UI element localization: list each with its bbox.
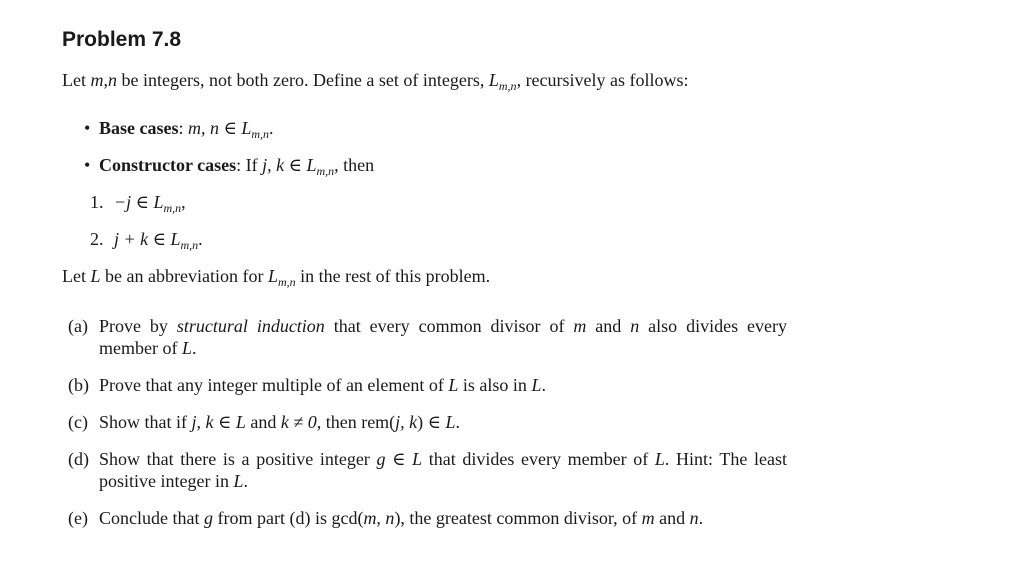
intro-text: be integers, not both zero. Define a set of integers, xyxy=(117,70,489,90)
part-a xyxy=(62,315,787,359)
set-L: L xyxy=(90,266,101,286)
part-text: from part (d) is gcd( xyxy=(212,508,364,528)
set-subscript: m,n xyxy=(163,201,182,215)
rule-expr: −j ∈ L xyxy=(114,192,164,212)
set-L: L xyxy=(181,338,192,358)
part-text: Prove by xyxy=(99,316,177,336)
abbreviation-note xyxy=(62,265,787,287)
set-subscript: m,n xyxy=(180,238,199,252)
part-label: (c) xyxy=(68,412,88,432)
set-subscript: m,n xyxy=(251,127,270,141)
var-m: m xyxy=(573,316,587,336)
set-L: L xyxy=(267,266,278,286)
rule-end: , xyxy=(181,192,186,212)
definition-cases xyxy=(62,117,787,176)
part-text: Prove that any integer multiple of an element of xyxy=(99,375,449,395)
problem-intro xyxy=(62,69,787,91)
part-text: ) ∈ xyxy=(417,412,446,432)
intro-comma: , xyxy=(103,70,108,90)
set-L: L xyxy=(654,449,665,469)
part-text: that divides every member of xyxy=(422,449,655,469)
var-g: g xyxy=(203,508,213,528)
part-e xyxy=(62,507,787,529)
var-m: m xyxy=(641,508,655,528)
part-label: (d) xyxy=(68,449,89,469)
set-L: L xyxy=(233,471,244,491)
math-expr: j, k ∈ L xyxy=(191,412,246,432)
part-text: Show that if xyxy=(99,412,192,432)
note-text: be an abbreviation for xyxy=(100,266,268,286)
part-text: . xyxy=(191,338,197,358)
var-n: n xyxy=(108,70,117,90)
part-d xyxy=(62,448,787,492)
part-text: , then rem( xyxy=(316,412,396,432)
var-m: m xyxy=(90,70,104,90)
problem-document xyxy=(62,26,787,544)
constructor-case-label: Constructor cases xyxy=(99,155,237,175)
part-c xyxy=(62,411,787,433)
part-text: . Hint: The least positive integer in xyxy=(99,449,787,491)
set-L: L xyxy=(488,70,499,90)
part-text: . xyxy=(243,471,248,491)
var-n: n xyxy=(689,508,699,528)
base-case-colon: : xyxy=(178,118,189,138)
rule-end: . xyxy=(198,229,203,249)
base-case-expr: m, n ∈ L xyxy=(188,118,252,138)
emphasis: structural induction xyxy=(176,316,325,336)
intro-text: , recursively as follows: xyxy=(516,70,689,90)
constructor-case-item xyxy=(84,154,787,176)
part-text: and xyxy=(654,508,690,528)
set-subscript: m,n xyxy=(277,275,296,289)
set-subscript: m,n xyxy=(316,164,335,178)
problem-parts xyxy=(62,315,787,529)
var-n: n xyxy=(630,316,640,336)
part-b xyxy=(62,374,787,396)
base-case-item xyxy=(84,117,787,139)
rule-expr: j + k ∈ L xyxy=(114,229,181,249)
constructor-case-expr: j, k ∈ L xyxy=(262,155,317,175)
set-L: L xyxy=(531,375,542,395)
constructor-rule xyxy=(90,191,787,213)
part-text: Conclude that xyxy=(99,508,204,528)
math-expr: g ∈ L xyxy=(376,449,423,469)
base-case-label: Base cases xyxy=(99,118,179,138)
intro-text: Let xyxy=(62,70,91,90)
set-subscript: m,n xyxy=(498,79,517,93)
note-text: in the rest of this problem. xyxy=(295,266,491,286)
part-text: . xyxy=(455,412,461,432)
part-text: is also in xyxy=(458,375,532,395)
part-label: (e) xyxy=(68,508,88,528)
part-text: and xyxy=(586,316,631,336)
part-text: and xyxy=(245,412,281,432)
constructor-case-colon: : If xyxy=(236,155,263,175)
part-text: ), the greatest common divisor, of xyxy=(394,508,642,528)
bullet-icon: • xyxy=(84,155,91,175)
part-text: Show that there is a positive integer xyxy=(99,449,377,469)
part-label: (b) xyxy=(68,375,89,395)
part-text: also divides every member of xyxy=(99,316,788,358)
note-text: Let xyxy=(62,266,91,286)
part-text: that every common divisor of xyxy=(324,316,574,336)
set-L: L xyxy=(445,412,456,432)
math-expr: j, k xyxy=(395,412,418,432)
bullet-icon: • xyxy=(84,118,91,138)
base-case-end: . xyxy=(269,118,274,138)
problem-title: Problem 7.8 xyxy=(62,28,182,51)
math-expr: k ≠ 0 xyxy=(280,412,317,432)
part-label: (a) xyxy=(68,316,88,336)
rule-number: 2. xyxy=(90,229,104,249)
math-expr: m, n xyxy=(363,508,395,528)
part-text: . xyxy=(698,508,704,528)
constructor-rule xyxy=(90,228,787,250)
rule-number: 1. xyxy=(90,192,104,212)
constructor-rules xyxy=(90,191,787,250)
set-L: L xyxy=(448,375,459,395)
part-text: . xyxy=(541,375,546,395)
constructor-case-end: , then xyxy=(334,155,375,175)
